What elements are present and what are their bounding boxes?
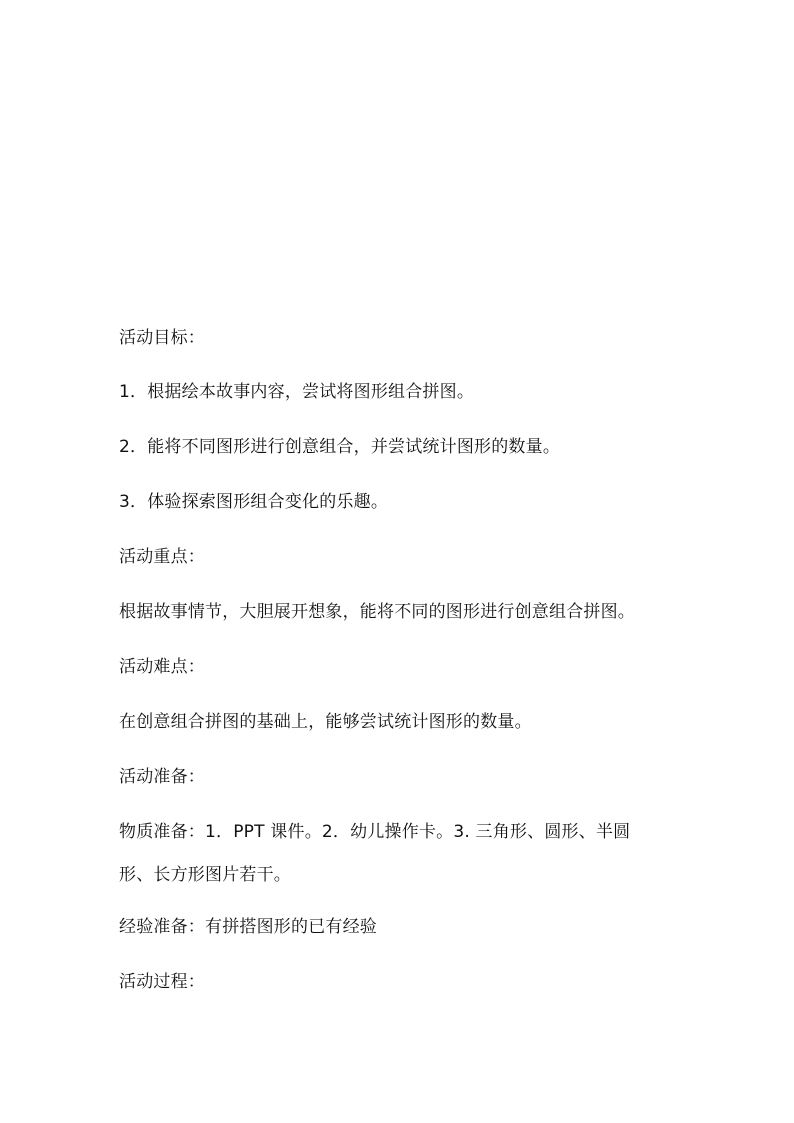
difficulty-text: 在创意组合拼图的基础上，能够尝试统计图形的数量。: [119, 712, 532, 732]
heading-activity-process: 活动过程：: [119, 972, 205, 992]
heading-difficulty: 活动难点：: [119, 657, 205, 677]
key-points-text: 根据故事情节，大胆展开想象，能将不同的图形进行创意组合拼图。: [119, 602, 635, 622]
goal-item-2: 2．能将不同图形进行创意组合，并尝试统计图形的数量。: [119, 437, 561, 457]
goal-item-1: 1．根据绘本故事内容，尝试将图形组合拼图。: [119, 382, 475, 402]
experience-preparation: 经验准备：有拼搭图形的已有经验: [119, 917, 377, 937]
goal-item-3: 3．体验探索图形组合变化的乐趣。: [119, 492, 389, 512]
material-preparation: [119, 820, 689, 887]
heading-preparation: 活动准备：: [119, 767, 205, 787]
heading-key-points: 活动重点：: [119, 547, 205, 567]
material-preparation-line-1: 物质准备：1．PPT 课件。2．幼儿操作卡。3. 三角形、圆形、半圆: [119, 822, 631, 842]
material-preparation-line-2: 形、长方形图片若干。: [119, 865, 291, 885]
heading-activity-goals: 活动目标：: [119, 328, 205, 348]
